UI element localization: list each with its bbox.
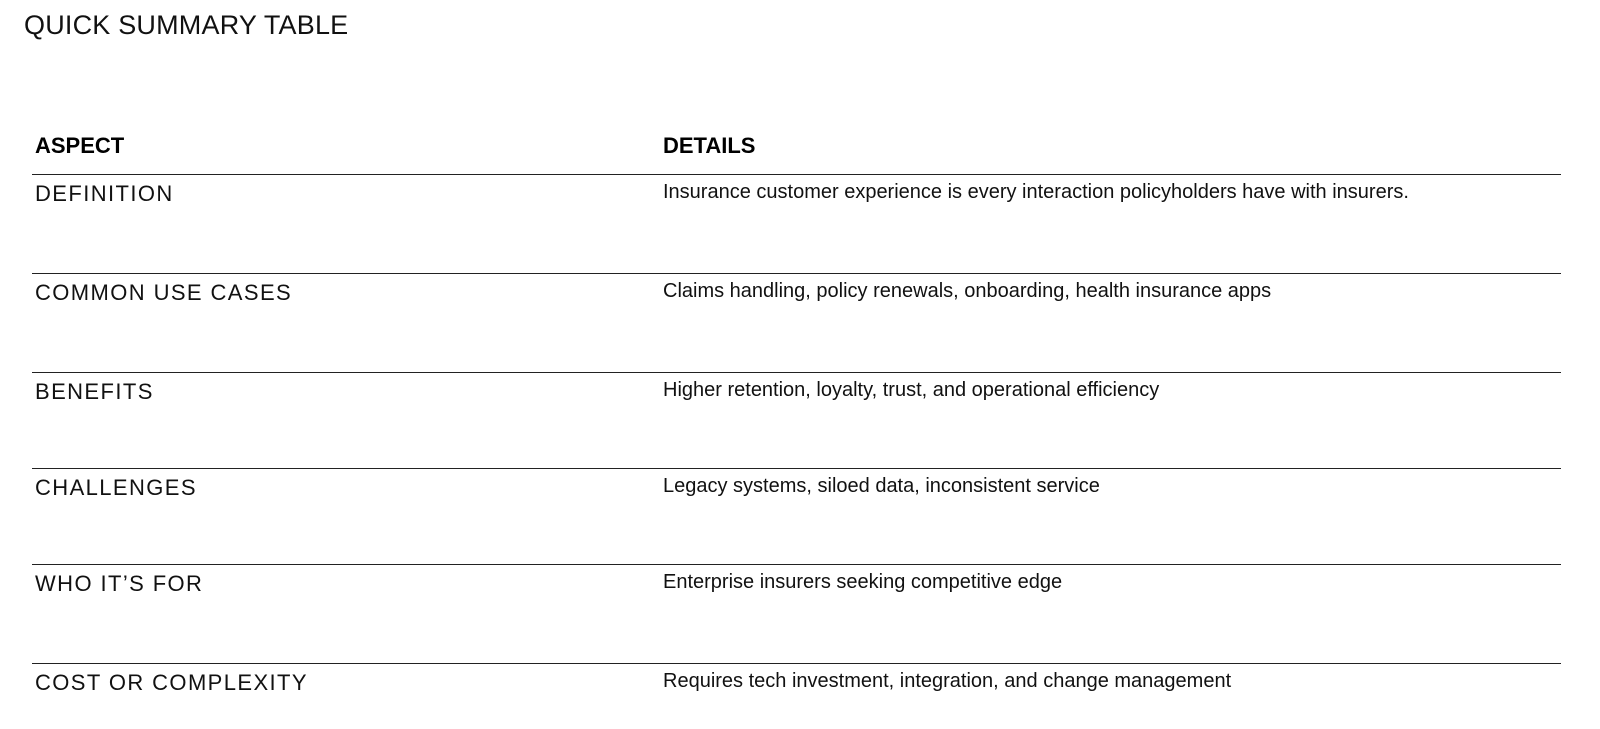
aspect-cell: COST OR COMPLEXITY <box>35 670 308 695</box>
aspect-cell: CHALLENGES <box>32 469 663 565</box>
aspect-cell: COMMON USE CASES <box>32 274 663 373</box>
table-row <box>32 664 1561 724</box>
details-cell: Higher retention, loyalty, trust, and operational efficiency <box>663 373 1561 469</box>
table-row <box>32 565 1561 664</box>
details-cell: Claims handling, policy renewals, onboarding, health insurance apps <box>663 274 1561 373</box>
table-header-row <box>32 118 1561 175</box>
table-row <box>32 175 1561 274</box>
details-cell: Legacy systems, siloed data, inconsistent service <box>663 469 1561 565</box>
details-cell: Enterprise insurers seeking competitive edge <box>663 565 1561 664</box>
table-header <box>32 118 1561 175</box>
details-cell: Insurance customer experience is every interaction policyholders have with insurers. <box>663 175 1561 274</box>
summary-table <box>32 118 1561 724</box>
aspect-cell: DEFINITION <box>32 175 663 274</box>
details-cell: Requires tech investment, integration, and change management <box>663 670 1232 692</box>
table-row <box>32 373 1561 469</box>
column-header-aspect: ASPECT <box>32 118 663 175</box>
aspect-cell: WHO IT’S FOR <box>32 565 663 664</box>
aspect-cell: BENEFITS <box>32 373 663 469</box>
table-row <box>32 469 1561 565</box>
column-header-details: DETAILS <box>663 118 1561 175</box>
table-body <box>32 175 1561 724</box>
table-row <box>32 274 1561 373</box>
page-title: QUICK SUMMARY TABLE <box>24 10 349 40</box>
